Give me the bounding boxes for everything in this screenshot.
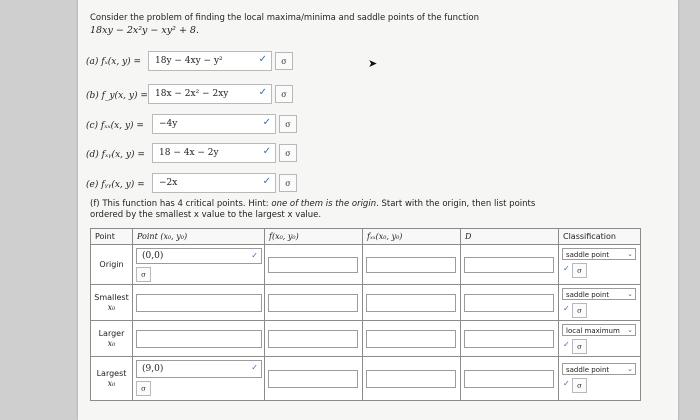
header-f-value: f(x₀, y₀) <box>265 229 363 245</box>
header-point: Point <box>91 229 133 245</box>
problem-intro: Consider the problem of finding the local maxima/minima and saddle points of the function <box>90 13 479 23</box>
table-row <box>91 321 641 357</box>
part-d-answer-field[interactable] <box>152 143 276 163</box>
row-label-larger <box>91 321 133 357</box>
correct-check-icon: ✓ <box>262 176 271 187</box>
chevron-down-icon: ⌄ <box>627 290 633 298</box>
sigma-button[interactable]: σ <box>136 381 151 396</box>
fxx-value-cell <box>363 285 461 321</box>
point-value: (0,0) <box>142 251 164 261</box>
header-fxx-value: fₓₓ(x₀, y₀) <box>363 229 461 245</box>
d-value-cell <box>461 245 559 285</box>
d-value-cell <box>461 321 559 357</box>
critical-points-table <box>90 228 641 401</box>
correct-check-icon: ✓ <box>258 54 267 65</box>
chevron-down-icon: ⌄ <box>627 326 633 334</box>
classification-cell <box>559 285 641 321</box>
part-a-answer-value: 18y − 4xy − y² <box>155 56 223 66</box>
part-f-text-after: . Start with the origin, then list points <box>376 199 536 209</box>
correct-check-icon: ✓ <box>262 146 271 157</box>
problem-function: 18xy − 2x²y − xy² + 8. <box>90 25 199 36</box>
header-d: D <box>461 229 559 245</box>
part-d-label: (d) fₓᵧ(x, y) = <box>86 150 145 160</box>
part-c-answer-field[interactable] <box>152 114 276 134</box>
part-c-answer-value: −4y <box>159 119 178 129</box>
f-value-input[interactable] <box>268 370 358 388</box>
f-value-cell <box>265 285 363 321</box>
problem-sheet <box>78 0 678 420</box>
part-f-line2: ordered by the smallest x value to the largest x value. <box>90 210 322 220</box>
correct-check-icon: ✓ <box>251 251 258 260</box>
d-value-input[interactable] <box>464 257 554 273</box>
sigma-button[interactable]: σ <box>279 174 297 192</box>
sigma-button[interactable]: σ <box>275 52 293 70</box>
row-label-largest <box>91 357 133 401</box>
f-value-cell <box>265 321 363 357</box>
classification-cell <box>559 321 641 357</box>
classification-select[interactable] <box>562 248 636 260</box>
point-cell <box>133 245 265 285</box>
chevron-down-icon: ⌄ <box>627 365 633 373</box>
part-e-answer-value: −2x <box>159 178 178 188</box>
part-f-instructions <box>90 199 535 210</box>
correct-check-icon: ✓ <box>563 304 570 313</box>
point-input[interactable] <box>136 360 262 378</box>
f-value-input[interactable] <box>268 330 358 348</box>
row-label-text: Larger <box>98 328 125 338</box>
correct-check-icon: ✓ <box>563 264 570 273</box>
sigma-button[interactable]: σ <box>279 115 297 133</box>
sigma-button[interactable]: σ <box>572 339 587 354</box>
fxx-value-input[interactable] <box>366 294 456 312</box>
table-row <box>91 357 641 401</box>
part-e-answer-field[interactable] <box>152 173 276 193</box>
part-e-label: (e) fᵧᵧ(x, y) = <box>86 180 145 190</box>
part-d-answer-value: 18 − 4x − 2y <box>159 148 219 158</box>
fxx-value-input[interactable] <box>366 257 456 273</box>
table-header-row <box>91 229 641 245</box>
sigma-button[interactable]: σ <box>572 378 587 393</box>
correct-check-icon: ✓ <box>563 379 570 388</box>
correct-check-icon: ✓ <box>258 87 267 98</box>
part-c-label: (c) fₓₓ(x, y) = <box>86 121 144 131</box>
row-label-origin <box>91 245 133 285</box>
point-input[interactable] <box>136 294 262 312</box>
part-b-answer-field[interactable] <box>148 84 272 104</box>
classification-select[interactable] <box>562 324 636 336</box>
part-a-answer-field[interactable] <box>148 51 272 71</box>
header-point-coords: Point (x₀, y₀) <box>133 229 265 245</box>
sigma-button[interactable]: σ <box>572 263 587 278</box>
point-value: (9,0) <box>142 364 164 374</box>
classification-value: local maximum <box>566 327 620 335</box>
classification-select[interactable] <box>562 363 636 375</box>
point-cell <box>133 285 265 321</box>
sigma-button[interactable]: σ <box>279 144 297 162</box>
point-cell <box>133 321 265 357</box>
row-label-sub: x₀ <box>107 378 116 388</box>
d-value-cell <box>461 285 559 321</box>
classification-cell <box>559 357 641 401</box>
classification-value: saddle point <box>566 251 610 259</box>
classification-value: saddle point <box>566 291 610 299</box>
f-value-input[interactable] <box>268 257 358 273</box>
part-a-label: (a) fₓ(x, y) = <box>86 57 142 67</box>
row-label-sub: x₀ <box>107 338 116 348</box>
f-value-cell <box>265 245 363 285</box>
row-label-text: Largest <box>96 368 127 378</box>
fxx-value-cell <box>363 357 461 401</box>
part-f-hint: one of them is the origin <box>271 199 377 209</box>
chevron-down-icon: ⌄ <box>627 250 633 258</box>
row-label-text: Smallest <box>94 292 129 302</box>
f-value-input[interactable] <box>268 294 358 312</box>
f-value-cell <box>265 357 363 401</box>
classification-cell <box>559 245 641 285</box>
row-label-smallest <box>91 285 133 321</box>
point-input[interactable] <box>136 330 262 348</box>
fxx-value-cell <box>363 245 461 285</box>
header-classification: Classification <box>559 229 641 245</box>
fxx-value-cell <box>363 321 461 357</box>
fxx-value-input[interactable] <box>366 330 456 348</box>
part-b-label: (b) f_y(x, y) = <box>86 91 148 101</box>
point-cell <box>133 357 265 401</box>
sigma-button[interactable]: σ <box>572 303 587 318</box>
d-value-input[interactable] <box>464 294 554 312</box>
point-input[interactable] <box>136 248 262 264</box>
classification-select[interactable] <box>562 288 636 300</box>
d-value-cell <box>461 357 559 401</box>
correct-check-icon: ✓ <box>262 117 271 128</box>
sigma-button[interactable]: σ <box>136 267 151 282</box>
classification-value: saddle point <box>566 366 610 374</box>
d-value-input[interactable] <box>464 370 554 388</box>
part-b-answer-value: 18x − 2x² − 2xy <box>155 89 229 99</box>
correct-check-icon: ✓ <box>563 340 570 349</box>
row-label-text: Origin <box>99 259 124 269</box>
row-label-sub: x₀ <box>107 302 116 312</box>
part-f-text: (f) This function has 4 critical points. Hint: <box>90 199 272 209</box>
sigma-button[interactable]: σ <box>275 85 293 103</box>
d-value-input[interactable] <box>464 330 554 348</box>
correct-check-icon: ✓ <box>251 363 258 372</box>
fxx-value-input[interactable] <box>366 370 456 388</box>
table-row <box>91 245 641 285</box>
mouse-cursor-icon: ➤ <box>368 57 378 70</box>
table-row <box>91 285 641 321</box>
